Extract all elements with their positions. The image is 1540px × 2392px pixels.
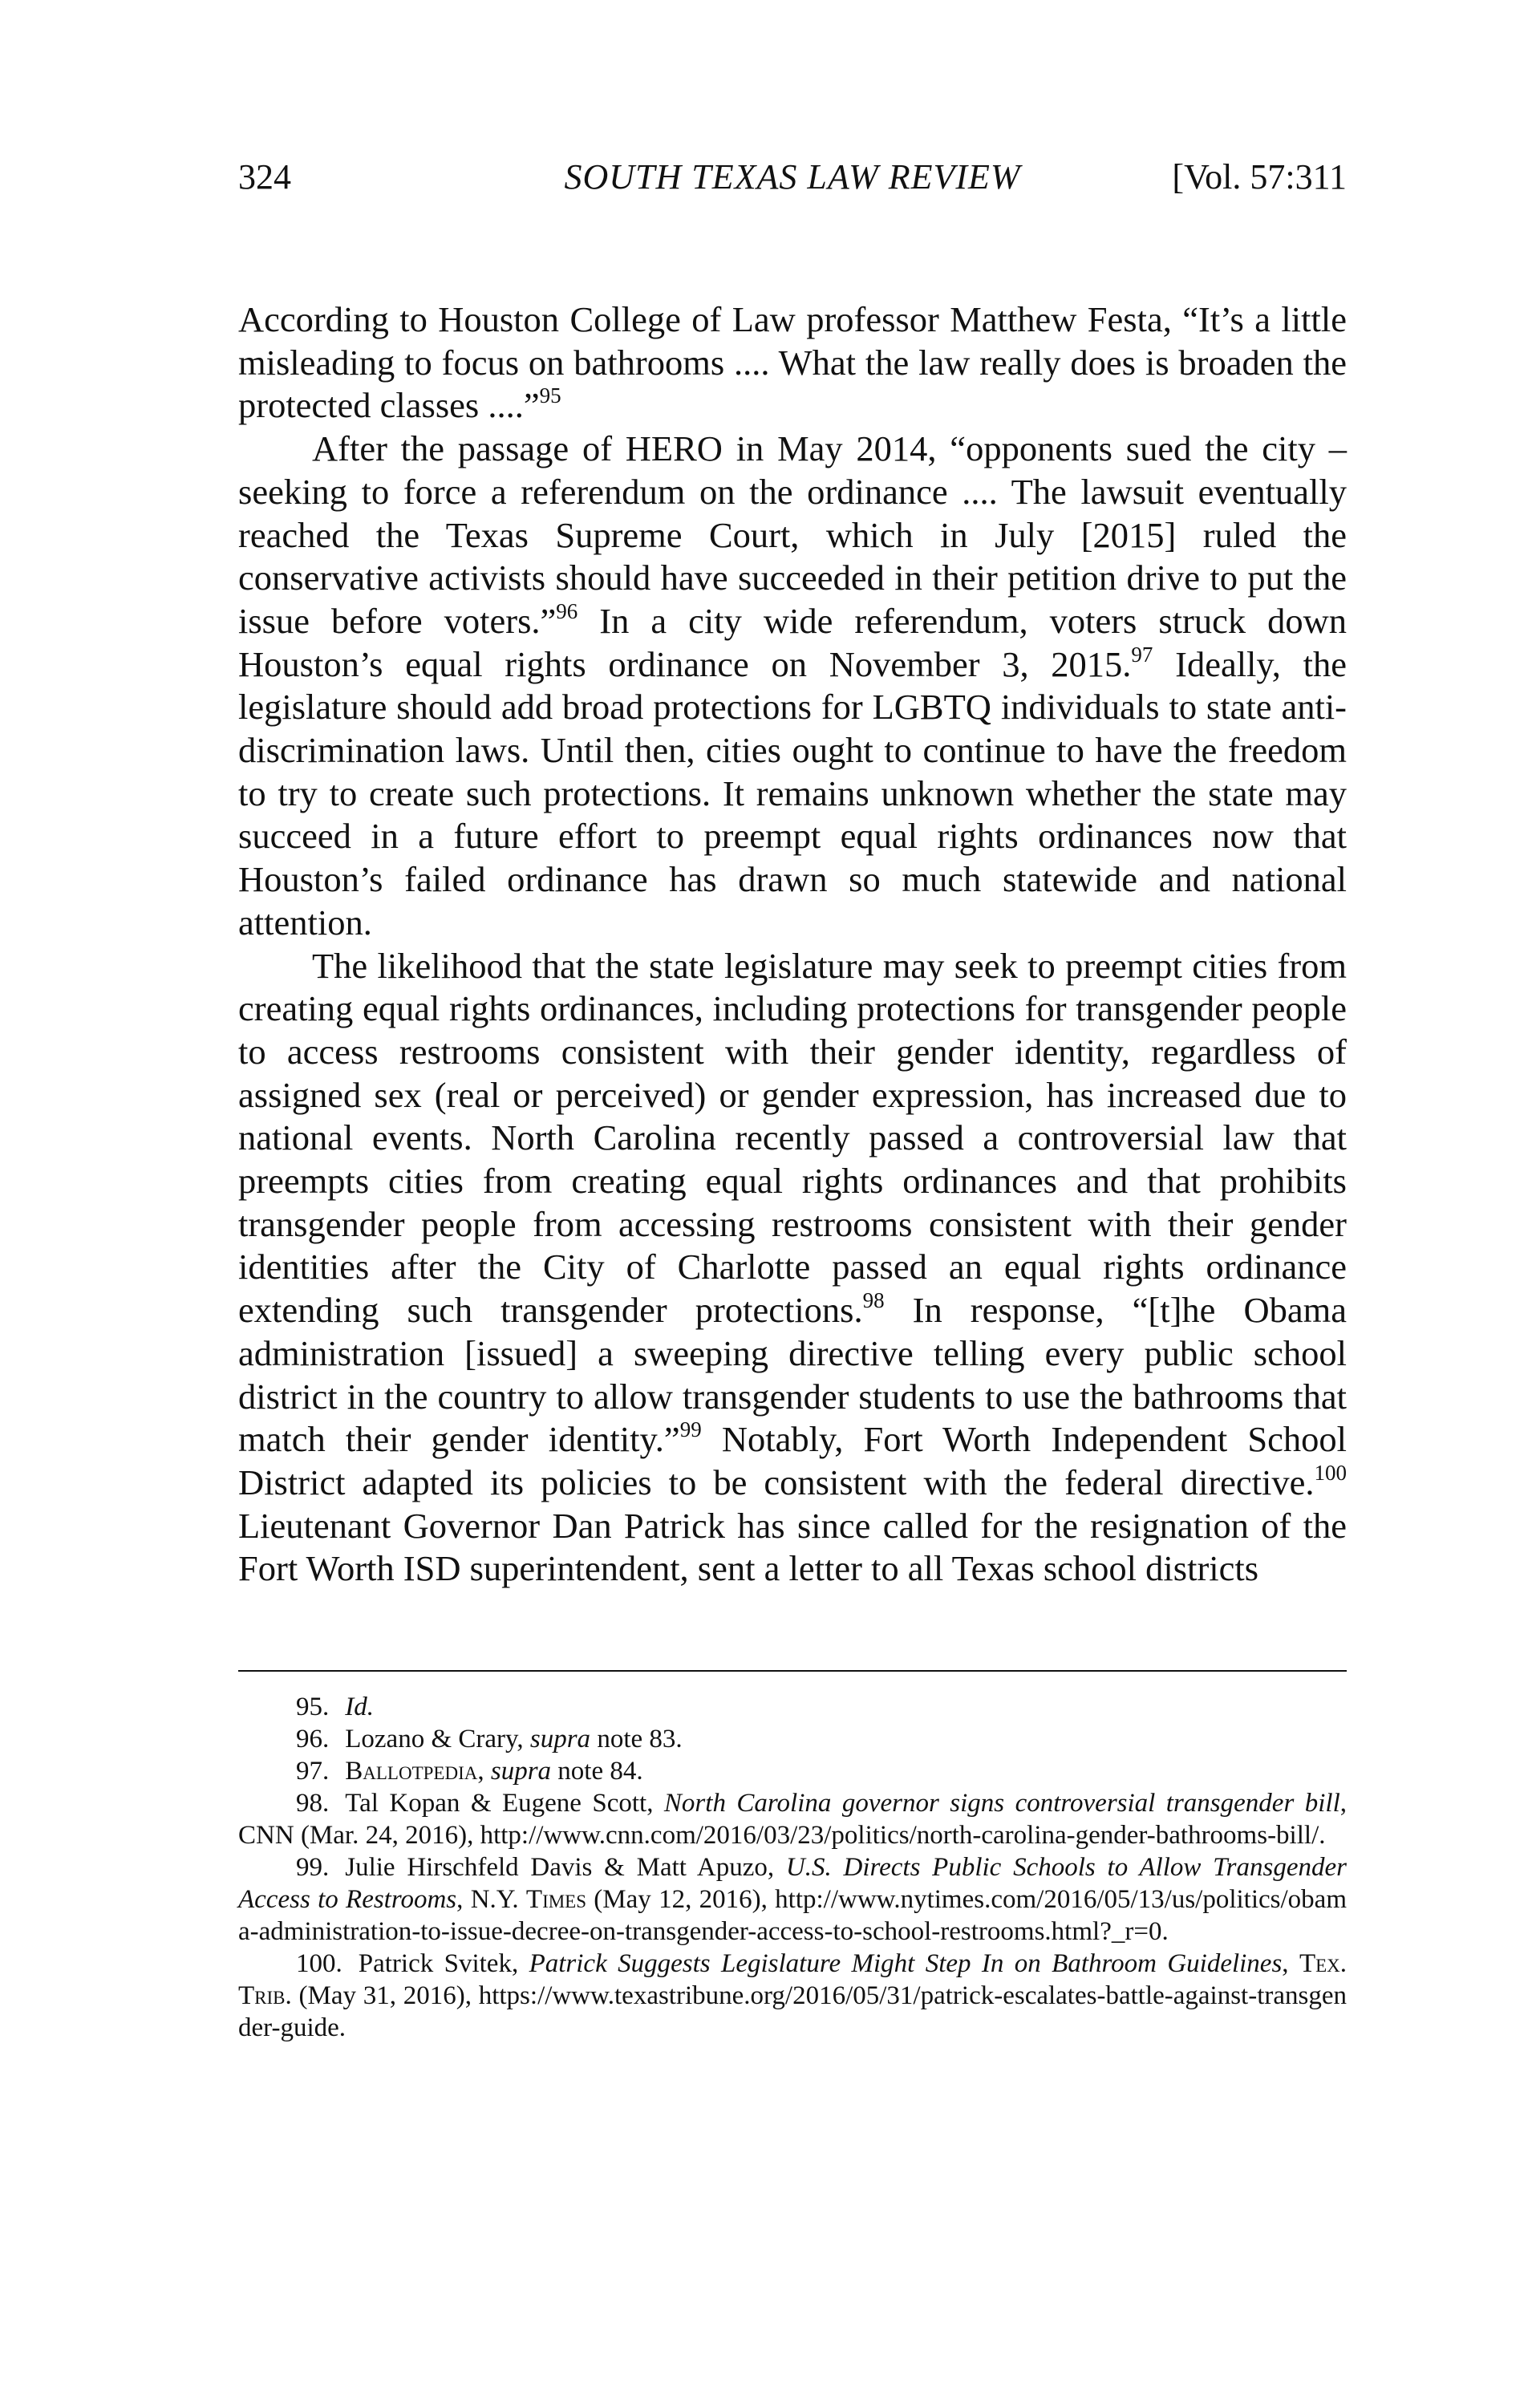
- footnote-article-title: U.S. Directs Public Schools to Allow Transgender Access to Restrooms: [238, 1853, 1347, 1914]
- paragraph-2: [238, 428, 1347, 944]
- footnote-number: 99.: [296, 1853, 330, 1882]
- footnote-text: Lozano & Crary,: [345, 1725, 530, 1753]
- footnote-source: Tex. Trib.: [238, 1949, 1348, 2010]
- footnote-rest: note 84.: [551, 1757, 643, 1786]
- paragraph-3-text-c: Notably, Fort Worth Independent School District adapted its policies to be consistent with the federal directive.: [238, 1419, 1347, 1502]
- journal-title: SOUTH TEXAS LAW REVIEW: [564, 157, 1021, 197]
- footnote-comma: ,: [477, 1757, 491, 1786]
- footnote-comma: ,: [1282, 1949, 1299, 1978]
- footnote-96: [238, 1723, 1347, 1755]
- paragraph-2-text-b: In a city wide referendum, voters struck down Houston’s equal rights ordinance on November 3, 2015.: [238, 600, 1347, 684]
- footnotes: [238, 1691, 1347, 2044]
- footnote-ref-100[interactable]: 100: [1314, 1460, 1347, 1485]
- footnote-ref-96[interactable]: 96: [556, 598, 578, 623]
- footnote-separator: [238, 1670, 548, 1672]
- main-text: [238, 298, 1347, 1591]
- footnote-ref-95[interactable]: 95: [539, 383, 561, 408]
- footnote-source-a: N.Y.: [470, 1885, 526, 1914]
- footnote-ref-97[interactable]: 97: [1131, 642, 1153, 667]
- paragraph-3-text-d: Lieutenant Governor Dan Patrick has since called for the resignation of the Fort Worth ISD superintendent, sent a letter to all Texas school districts: [238, 1505, 1347, 1589]
- footnote-number: 100.: [296, 1949, 342, 1978]
- footnote-ref-98[interactable]: 98: [862, 1288, 885, 1313]
- footnote-95: [238, 1691, 1347, 1723]
- footnote-supra: supra: [490, 1757, 552, 1786]
- footnote-id: Id.: [345, 1693, 374, 1721]
- footnote-authors: Tal Kopan & Eugene Scott,: [345, 1789, 664, 1818]
- footnote-date: (May 31, 2016),: [291, 1981, 479, 2010]
- footnote-number: 96.: [296, 1725, 330, 1753]
- volume-citation: [Vol. 57:311: [1172, 157, 1347, 197]
- footnote-date: (Mar. 24, 2016),: [294, 1821, 480, 1850]
- footnote-link[interactable]: https://www.texastribune.org/2016/05/31/patrick-escalates-battle-against-transgender-guide.: [238, 1981, 1347, 2042]
- paragraph-1: [238, 298, 1347, 428]
- footnote-link[interactable]: http://www.nytimes.com/2016/05/13/us/politics/obama-administration-to-issue-decree-on-transgender-access-to-school-restrooms.html?_r=0.: [238, 1885, 1347, 1946]
- footnote-authors: Julie Hirschfeld Davis & Matt Apuzo,: [345, 1853, 786, 1882]
- footnote-number: 97.: [296, 1757, 330, 1786]
- footnote-supra: supra: [529, 1725, 591, 1753]
- footnote-source: Ballotpedia: [345, 1757, 478, 1786]
- footnote-comma: ,: [456, 1885, 471, 1914]
- footnote-rest: note 83.: [590, 1725, 683, 1753]
- running-header: [238, 149, 1347, 205]
- footnote-article-title: North Carolina governor signs controversial transgender bill: [663, 1789, 1340, 1818]
- page-number: 324: [238, 157, 291, 197]
- footnote-number: 98.: [296, 1789, 330, 1818]
- paragraph-2-text-c: Ideally, the legislature should add broad protections for LGBTQ individuals to state anti-discrimination laws. Until then, cities ought to continue to have the freedom to try to create such protections. It remains unknown whether the state may succeed in a future effort to preempt equal rights ordinances now that Houston’s failed ordinance has drawn so much statewide and national attention.: [238, 643, 1347, 943]
- paragraph-3-text-a: The likelihood that the state legislature may seek to preempt cities from creating equal rights ordinances, including protections for transgender people to access restrooms consistent with their gender identity, regardless of assigned sex (real or perceived) or gender expression, has increased due to national events. North Carolina recently passed a controversial law that preempts cities from creating equal rights ordinances and that prohibits transgender people from accessing restrooms consistent with their gender identities after the City of Charlotte passed an equal rights ordinance extending such transgender protections.: [238, 945, 1347, 1331]
- paragraph-1-text: According to Houston College of Law professor Matthew Festa, “It’s a little misleading to focus on bathrooms .... What the law really does is broaden the protected classes ....”: [238, 299, 1347, 426]
- paragraph-3: [238, 945, 1347, 1591]
- footnote-100: [238, 1948, 1347, 2044]
- footnote-98: [238, 1787, 1347, 1851]
- footnote-99: [238, 1851, 1347, 1948]
- footnote-source: CNN: [238, 1821, 294, 1850]
- footnote-date: (May 12, 2016),: [586, 1885, 776, 1914]
- footnote-97: [238, 1755, 1347, 1787]
- footnote-separator-extension: [548, 1670, 1347, 1672]
- footnote-article-title: Patrick Suggests Legislature Might Step In on Bathroom Guidelines: [529, 1949, 1283, 1978]
- footnote-number: 95.: [296, 1693, 330, 1721]
- footnote-link[interactable]: http://www.cnn.com/2016/03/23/politics/north-carolina-gender-bathrooms-bill/.: [480, 1821, 1326, 1850]
- paragraph-3-text-b: In response, “[t]he Obama administration [issued] a sweeping directive telling every public school district in the country to allow transgender students to use the bathrooms that match their gender identity.”: [238, 1290, 1347, 1460]
- paragraph-2-text-a: After the passage of HERO in May 2014, “opponents sued the city – seeking to force a referendum on the ordinance .... The lawsuit eventually reached the Texas Supreme Court, which in July [2015] ruled the conservative activists should have succeeded in their petition drive to put the issue before voters.”: [238, 428, 1347, 641]
- footnote-ref-99[interactable]: 99: [679, 1417, 702, 1442]
- footnote-comma: ,: [1339, 1789, 1348, 1818]
- footnote-authors: Patrick Svitek,: [358, 1949, 529, 1978]
- footnote-source-b: Times: [525, 1885, 587, 1914]
